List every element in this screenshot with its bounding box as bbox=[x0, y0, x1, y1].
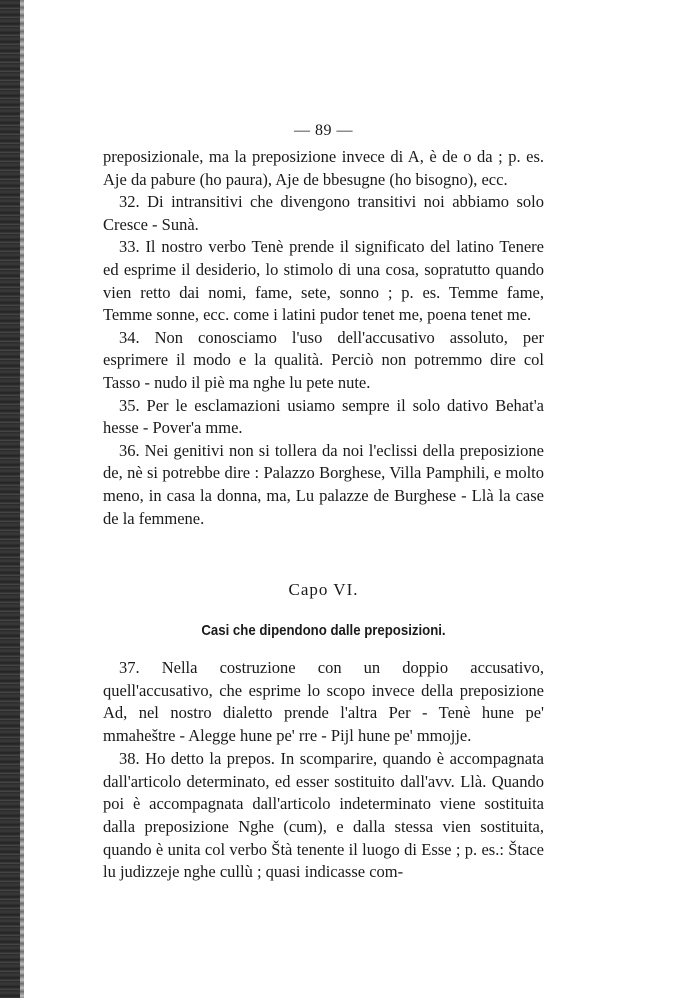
paragraph-34: 34. Non conosciamo l'uso dell'accusativo assoluto, per esprimere il modo e la qualità. Perciò non potremmo dire col Tasso - nudo il piè ma nghe lu pete nute. bbox=[103, 327, 544, 392]
paragraph-37: 37. Nella costruzione con un doppio accusativo, quell'accusativo, che esprime lo scopo invece della preposizione Ad, nel nostro dialetto prende l'altra Per - Tenè hune pe' mmaheštre - Alegge hune pe' rre - Pijl hune pe' mmojje. bbox=[103, 658, 544, 746]
paragraph-35: 35. Per le esclamazioni usiamo sempre il solo dativo Behat'a hesse - Pover'a mme. bbox=[103, 395, 544, 438]
page-number: — 89 — bbox=[294, 122, 353, 139]
text-block-upper bbox=[103, 146, 544, 530]
paragraph-36: 36. Nei genitivi non si tollera da noi l'eclissi della preposizione de, nè si potrebbe dire : Palazzo Borghese, Villa Pamphili, e molto meno, in casa la donna, ma, Lu palazze de Burghese - Llà la case de la femmene. bbox=[103, 440, 544, 528]
text-block-lower bbox=[103, 657, 544, 884]
chapter-title: Capo VI. bbox=[288, 580, 359, 599]
page-edge-shadow bbox=[20, 0, 24, 998]
page-edge-binding bbox=[0, 0, 20, 998]
paragraph-32: 32. Di intransitivi che divengono transitivi noi abbiamo solo Cresce - Sunà. bbox=[103, 192, 544, 234]
paragraph-33: 33. Il nostro verbo Tenè prende il significato del latino Tenere ed esprime il desiderio, lo stimolo di una cosa, sopratutto quando vien retto dai nomi, fame, sete, sonno ; p. es. Temme fame, Temme sonne, ecc. come i latini pudor tenet me, poena tenet me. bbox=[103, 237, 544, 325]
chapter-subtitle: Casi che dipendono dalle preposizioni. bbox=[201, 622, 446, 639]
paragraph-31-cont: preposizionale, ma la preposizione invece di A, è de o da ; p. es. Aje da pabure (ho paura), Aje de bbesugne (ho bisogno), ecc. bbox=[103, 147, 544, 189]
paragraph-38: 38. Ho detto la prepos. In scomparire, quando è accompagnata dall'articolo determinato, ed esser sostituito dall'avv. Llà. Quando poi è accompagnata dall'articolo indeterminato viene sostituita dalla preposizione Nghe (cum), e dalla stessa vien sostituita, quando è unita col verbo Štà tenente il luogo di Esse ; p. es.: Štace lu judizzeje nghe cullù ; quasi indicasse com- bbox=[103, 748, 544, 882]
